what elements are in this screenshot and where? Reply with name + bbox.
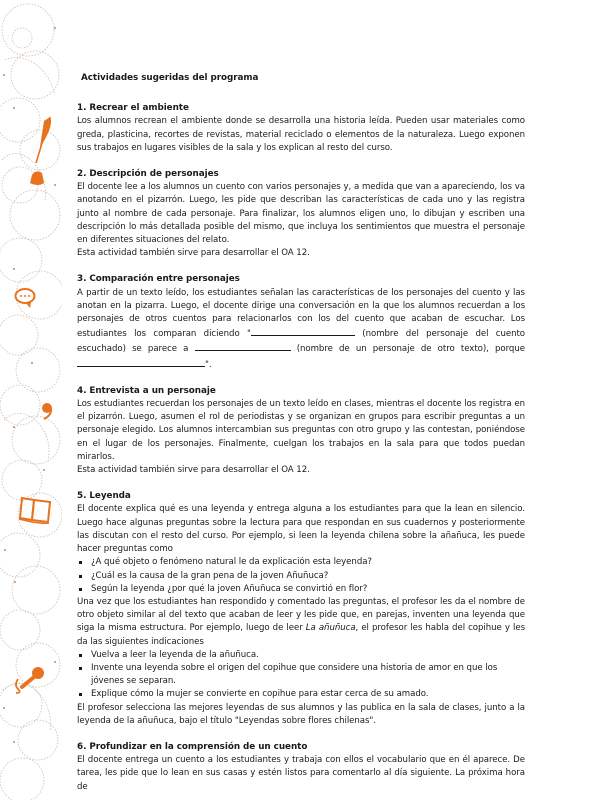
fill-hint-2: (nombre de un personaje de otro texto), porque: [290, 344, 525, 355]
list-item: Vuelva a leer la leyenda de la añuñuca.: [77, 649, 525, 662]
quill-pen-icon: [26, 115, 56, 191]
section-profundizar-comprension: [77, 741, 525, 794]
microphone-icon: [12, 665, 46, 695]
list-item: Invente una leyenda sobre el origen del copihue que considere una historia de amor en que los jóvenes se separan.: [77, 662, 525, 688]
section-recrear-ambiente: [77, 102, 525, 155]
document-title: Actividades sugeridas del programa: [81, 73, 259, 83]
section-title: 1. Recrear el ambiente: [77, 103, 189, 114]
fill-in-blank-1: [251, 326, 355, 336]
section-descripcion-personajes: [77, 168, 525, 260]
section-title: 3. Comparación entre personajes: [77, 274, 240, 285]
section-note: Esta actividad también sirve para desarrollar el OA 12.: [77, 465, 310, 476]
section-paragraph: Los estudiantes recuerdan los personajes de un texto leído en clases, mientras el docente los registra en el pizarrón. Luego, asumen el rol de periodistas y se organizan en grupos para escribir preguntas a un personaje elegido. Los alumnos intercambian sus preguntas con otro grupo y las contestan, poniéndose en el lugar de los personajes. Finalmente, cuelgan los trabajos en la sala para que todos puedan mirarlos.: [77, 399, 525, 462]
list-item: ¿Cuál es la causa de la gran pena de la joven Añuñuca?: [77, 570, 525, 583]
section-entrevista-personaje: [77, 385, 525, 477]
section-note: Esta actividad también sirve para desarrollar el OA 12.: [77, 248, 310, 259]
paragraph-intro: A partir de un texto leído, los estudiantes señalan las características de los personajes del cuento y las anotan en la pizarra. Luego, el docente dirige una conversación en la que los alumnos recuerdan a los personajes de otros cuentos para relacionarlos con los del cuento que acaban de escuchar. Los estudiantes los comparan diciendo ": [77, 287, 525, 340]
fill-in-blank-3: [77, 357, 205, 367]
section-comparacion-personajes: [77, 273, 525, 371]
list-item: Según la leyenda ¿por qué la joven Añuñuca se convirtió en flor?: [77, 583, 525, 596]
section-title: 2. Descripción de personajes: [77, 169, 219, 180]
paragraph-text: , el profesor les habla del copihue y les da las siguientes indicaciones: [77, 623, 525, 647]
section-paragraph: El docente lee a los alumnos un cuento con varios personajes y, a medida que van a apareciendo, los va anotando en el pizarrón. Luego, les pide que describan las características de cada uno y las registra junto al nombre de cada personaje. Para finalizar, los alumnos eligen uno, lo dibujan y escriben una descripción lo más detallada posible del mismo, que incluya los sentimientos que muestra el personaje en diferentes situaciones del relato.: [77, 182, 525, 246]
italic-title: La añuñuca: [305, 623, 356, 634]
list-item: Explique cómo la mujer se convierte en copihue para estar cerca de su amado.: [77, 688, 525, 701]
section-closing: El profesor selecciona las mejores leyendas de sus alumnos y las publica en la sala de clases, junto a la leyenda de la añuñuca, bajo el título "Leyendas sobre flores chilenas".: [77, 702, 525, 726]
section-paragraph: El docente entrega un cuento a los estudiantes y trabaja con ellos el vocabulario que en él aparece. De tarea, les pide que lo lean en sus casas y estén listos para comentarlo al día siguiente. La próxima hora de: [77, 755, 525, 792]
section-title: 6. Profundizar en la comprensión de un cuento: [77, 741, 308, 752]
instruction-list: [77, 649, 525, 702]
open-book-icon: [18, 496, 54, 524]
speech-bubble-icon: [14, 287, 38, 309]
paragraph-text: Una vez que los estudiantes han respondido y comentado las preguntas, el profesor les da el nombre de otro objeto similar al del texto que acaban de leer y les pide que, en parejas, inventen una leyenda que siga la misma estructura. Por ejemplo, luego de leer: [77, 596, 525, 634]
section-paragraph: Los alumnos recrean el ambiente donde se desarrolla una historia leída. Pueden usar materiales como greda, plasticina, recortes de revistas, material reciclado o elementos de la naturaleza. Luego exponen sus trabajos en lugares visibles de la sala y los explican al resto del curso.: [77, 116, 525, 153]
section-paragraph: [77, 596, 525, 649]
fill-in-blank-2: [195, 341, 291, 351]
closing-quote: ".: [205, 359, 212, 370]
section-title: 4. Entrevista a un personaje: [77, 385, 216, 396]
fill-hint-1: (nombre del personaje del cuento escuchado) se parece a: [77, 329, 526, 355]
section-intro: El docente explica qué es una leyenda y entrega alguna a los estudiantes para que la lean en silencio. Luego hace algunas preguntas sobre la lectura para que respondan en sus cuadernos y posteriormente las discutan con el resto del curso. Por ejemplo, si leen la leyenda chilena sobre la añañuca, les puede hacer preguntas como: [77, 504, 525, 555]
question-list: [77, 556, 525, 596]
decorative-border: [0, 0, 62, 800]
list-item: ¿A qué objeto o fenómeno natural le da explicación esta leyenda?: [77, 556, 525, 569]
apostrophe-mark-icon: [40, 402, 54, 420]
section-paragraph: [77, 287, 525, 372]
section-leyenda: [77, 490, 525, 728]
document-page: [77, 72, 525, 807]
section-title: 5. Leyenda: [77, 491, 131, 502]
